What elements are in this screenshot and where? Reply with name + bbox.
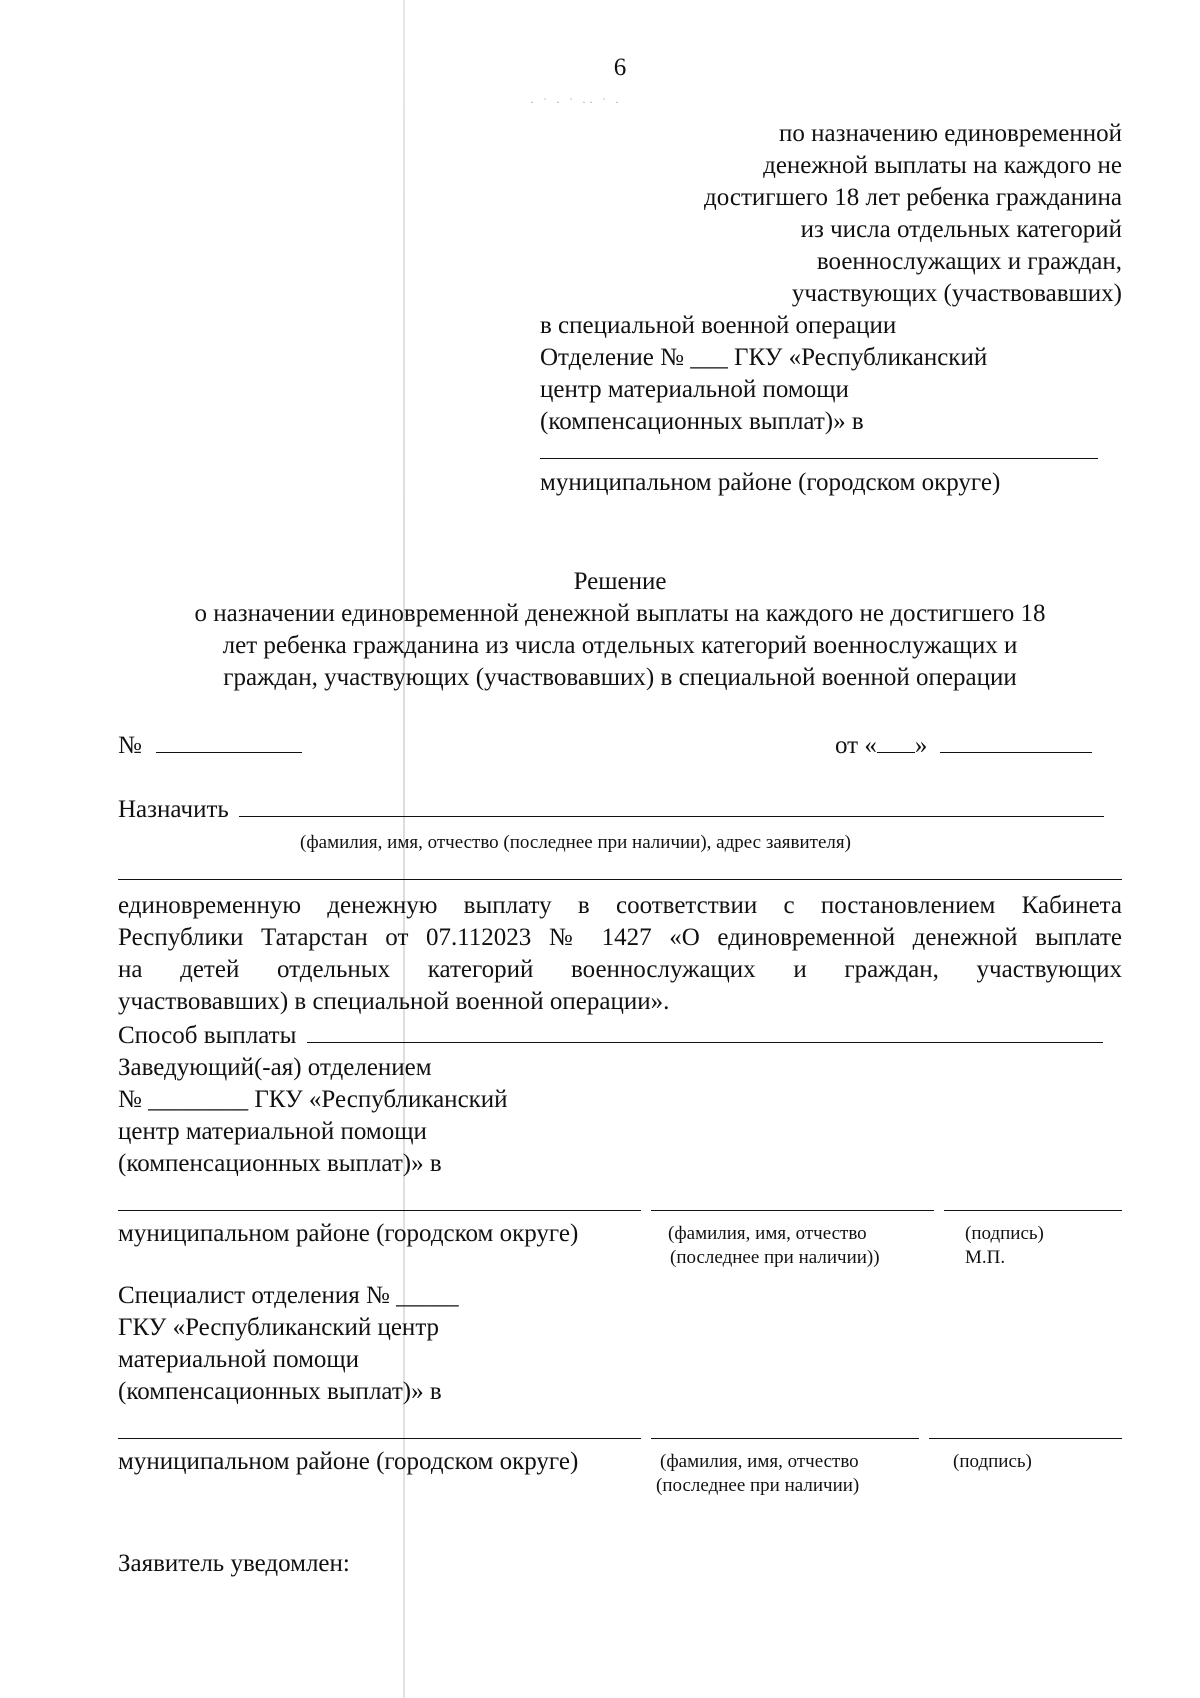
page-number: 6 — [613, 54, 627, 81]
specialist-name-hint — [656, 1450, 860, 1498]
body-line: единовременную денежную выплату в соответствии с постановлением Кабинета — [118, 892, 1122, 919]
decision-number-line — [118, 730, 302, 762]
specialist-line: (компенсационных выплат)» в — [118, 1378, 442, 1405]
addressee-line: центр материальной помощи — [540, 376, 849, 403]
decision-body — [118, 890, 1122, 1018]
addressee-line: (компенсационных выплат)» в — [540, 408, 864, 435]
date-label: от « — [835, 732, 877, 759]
document-title: Решение — [573, 568, 667, 595]
district-blank-line — [540, 458, 1098, 459]
addressee-line: военнослужащих и граждан, — [816, 248, 1122, 275]
body-line: на детей отдельных категорий военнослужащих и граждан, участвующих — [118, 956, 1122, 983]
specialist-line: ГКУ «Республиканский центр — [118, 1314, 440, 1341]
number-label: № — [118, 732, 142, 759]
specialist-name-hint-line: (последнее при наличии) — [656, 1475, 860, 1496]
head-name-hint-line: (фамилия, имя, отчество — [668, 1223, 867, 1244]
stamp-hint: М.П. — [965, 1247, 1006, 1268]
head-name-field[interactable] — [651, 1210, 934, 1211]
specialist-line: Специалист отделения № _____ — [118, 1282, 459, 1309]
head-line: центр материальной помощи — [118, 1118, 427, 1145]
specialist-sign-hint: (подпись) — [953, 1451, 1032, 1472]
addressee-line: Отделение № ___ ГКУ «Республиканский — [540, 344, 988, 371]
head-sign-hint — [965, 1222, 1044, 1270]
scan-noise: · ˙ · ˙ ·· ˙ · — [530, 95, 622, 109]
payment-label: Способ выплаты — [118, 1022, 297, 1049]
decision-date-line — [835, 730, 1092, 762]
head-name-hint-line: (последнее при наличии)) — [670, 1247, 880, 1268]
applicant-field[interactable] — [239, 794, 1104, 817]
specialist-signature-block — [118, 1280, 459, 1408]
addressee-block — [540, 118, 1122, 499]
specialist-district-field[interactable] — [118, 1438, 641, 1439]
head-line: (компенсационных выплат)» в — [118, 1150, 442, 1177]
addressee-line: достигшего 18 лет ребенка гражданина — [704, 184, 1122, 211]
date-quote-close: » — [914, 732, 928, 759]
head-signature-field[interactable] — [944, 1210, 1122, 1211]
document-subject — [118, 598, 1122, 694]
body-line: Республики Татарстан от 07.112023 № 1427 «О единовременной денежной выплате — [118, 924, 1122, 951]
subject-line: о назначении единовременной денежной выплаты на каждого не достигшего 18 — [194, 600, 1046, 627]
body-line: участвовавших) в специальной военной операции». — [118, 988, 670, 1015]
head-district-label: муниципальном районе (городском округе) — [118, 1220, 579, 1247]
payment-method-line — [118, 1020, 1122, 1052]
applicant-notified-label: Заявитель уведомлен: — [118, 1550, 350, 1577]
subject-line: лет ребенка гражданина из числа отдельных категорий военнослужащих и — [222, 632, 1018, 659]
head-line: № ________ ГКУ «Республиканский — [118, 1086, 508, 1113]
addressee-line: участвующих (участвовавших) — [791, 280, 1122, 307]
applicant-hint: (фамилия, имя, отчество (последнее при наличии), адрес заявителя) — [300, 832, 851, 853]
applicant-address-field[interactable] — [118, 879, 1122, 880]
decision-number-field[interactable] — [156, 730, 302, 753]
date-month-year-field[interactable] — [940, 730, 1092, 753]
specialist-district-label: муниципальном районе (городском округе) — [118, 1448, 579, 1475]
addressee-line: денежной выплаты на каждого не — [763, 152, 1122, 179]
specialist-line: материальной помощи — [118, 1346, 360, 1373]
head-line: Заведующий(-ая) отделением — [118, 1054, 432, 1081]
assign-label: Назначить — [118, 796, 229, 823]
addressee-line: из числа отдельных категорий — [800, 216, 1122, 243]
addressee-district-label: муниципальном районе (городском округе) — [540, 469, 1001, 496]
head-name-hint — [668, 1222, 880, 1270]
specialist-name-field[interactable] — [651, 1438, 919, 1439]
head-signature-block — [118, 1052, 508, 1180]
addressee-line: по назначению единовременной — [778, 120, 1122, 147]
head-sign-hint-text: (подпись) — [965, 1223, 1044, 1244]
specialist-signature-field[interactable] — [929, 1438, 1122, 1439]
subject-line: граждан, участвующих (участвовавших) в специальной военной операции — [223, 664, 1017, 691]
specialist-name-hint-line: (фамилия, имя, отчество — [660, 1451, 859, 1472]
payment-method-field[interactable] — [307, 1020, 1103, 1043]
assign-line — [118, 794, 1122, 826]
head-district-field[interactable] — [118, 1210, 641, 1211]
addressee-line: в специальной военной операции — [540, 312, 897, 339]
date-day-field[interactable] — [877, 730, 915, 753]
